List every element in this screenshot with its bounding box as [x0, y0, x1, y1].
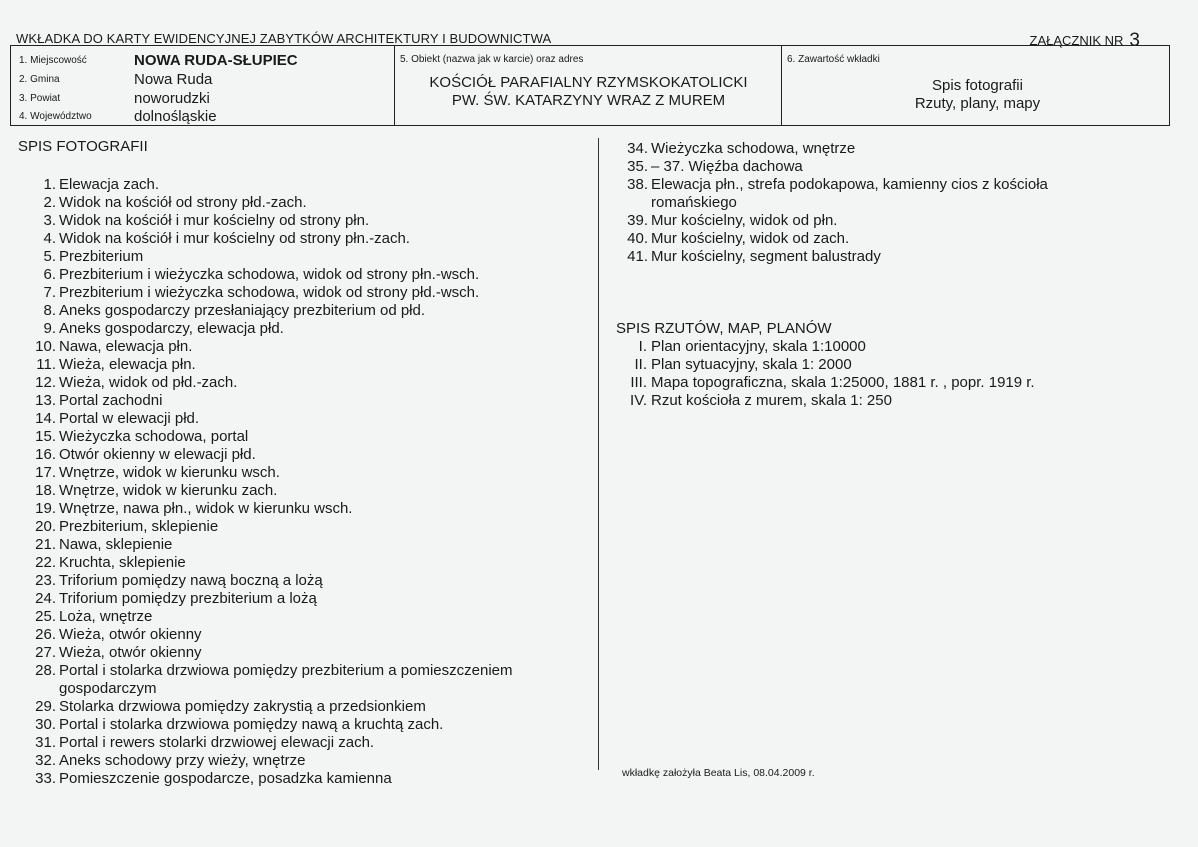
list-item-text: Mur kościelny, segment balustrady	[651, 248, 881, 265]
list-item-text: Nawa, elewacja płn.	[59, 338, 193, 355]
list-item	[28, 500, 588, 518]
list-item	[28, 536, 588, 554]
list-item-number: 38.	[627, 176, 648, 193]
list-item	[28, 176, 588, 194]
list-item-number: III.	[630, 374, 647, 391]
list-item	[28, 248, 588, 266]
plans-title: SPIS RZUTÓW, MAP, PLANÓW	[616, 320, 832, 337]
list-item-number: 5.	[43, 248, 56, 265]
contents-line: Spis fotografii	[932, 77, 1023, 94]
list-item-number: I.	[638, 338, 647, 355]
list-item-number: 22.	[35, 554, 56, 571]
list-item-text: Otwór okienny w elewacji płd.	[59, 446, 256, 463]
meta-divider	[394, 46, 395, 125]
list-item	[620, 374, 1160, 392]
list-item	[28, 644, 588, 662]
photos-list-continued	[620, 140, 1160, 266]
meta-value: dolnośląskie	[134, 108, 217, 125]
author-note: wkładkę założyła Beata Lis, 08.04.2009 r.	[622, 767, 815, 779]
document-title: WKŁADKA DO KARTY EWIDENCYJNEJ ZABYTKÓW ARCHITEKTURY I BUDOWNICTWA	[16, 31, 552, 46]
object-name	[396, 74, 781, 110]
list-item	[620, 176, 1121, 212]
list-item-text: Aneks gospodarczy, elewacja płd.	[59, 320, 284, 337]
list-item	[28, 356, 588, 374]
list-item-text: Portal i stolarka drzwiowa pomiędzy prezbiterium a pomieszczeniem gospodarczym	[59, 662, 513, 697]
list-item-text: Nawa, sklepienie	[59, 536, 173, 553]
list-item-number: 3.	[43, 212, 56, 229]
list-item-text: Mur kościelny, widok od płn.	[651, 212, 838, 229]
list-item	[620, 248, 1160, 266]
list-item-number: 16.	[35, 446, 56, 463]
list-item-number: 11.	[36, 356, 56, 373]
list-item-text: Widok na kościół i mur kościelny od strony płn.-zach.	[59, 230, 410, 247]
list-item	[28, 482, 588, 500]
list-item-number: 14.	[35, 410, 56, 427]
list-item	[28, 410, 588, 428]
list-item	[28, 626, 588, 644]
list-item-number: 32.	[35, 752, 56, 769]
list-item-number: 23.	[35, 572, 56, 589]
list-item-text: Aneks schodowy przy wieży, wnętrze	[59, 752, 306, 769]
list-item-text: Portal zachodni	[59, 392, 163, 409]
list-item-number: 19.	[35, 500, 56, 517]
list-item-text: Loża, wnętrze	[59, 608, 153, 625]
list-item-number: 40.	[627, 230, 648, 247]
list-item	[28, 554, 588, 572]
meta-label: 3. Powiat	[19, 93, 61, 104]
meta-value: Nowa Ruda	[134, 71, 213, 88]
list-item	[28, 518, 588, 536]
column-divider	[598, 138, 599, 770]
meta-row-county	[11, 88, 394, 106]
list-item	[28, 464, 588, 482]
list-item-number: 12.	[35, 374, 56, 391]
list-item-number: 30.	[35, 716, 56, 733]
list-item-text: Widok na kościół i mur kościelny od strony płn.	[59, 212, 370, 229]
list-item	[28, 734, 588, 752]
list-item	[28, 752, 588, 770]
meta-row-voivodeship	[11, 106, 394, 124]
list-item-number: IV.	[630, 392, 647, 409]
list-item	[28, 320, 588, 338]
list-item-number: 9.	[43, 320, 56, 337]
list-item-text: Kruchta, sklepienie	[59, 554, 186, 571]
list-item-number: 41.	[627, 248, 648, 265]
list-item-text: Plan sytuacyjny, skala 1: 2000	[651, 356, 852, 373]
contents-line: Rzuty, plany, mapy	[914, 95, 1041, 112]
list-item	[620, 356, 1160, 374]
list-item	[28, 194, 588, 212]
list-item-number: 28.	[35, 662, 56, 679]
list-item	[28, 284, 529, 302]
list-item-text: Wieża, otwór okienny	[59, 644, 202, 661]
list-item-text: Prezbiterium	[59, 248, 144, 265]
list-item-text: Mapa topograficzna, skala 1:25000, 1881 r. , popr. 1919 r.	[651, 374, 1035, 391]
list-item-text: Portal i stolarka drzwiowa pomiędzy nawą a kruchtą zach.	[59, 716, 444, 733]
meta-value: NOWA RUDA-SŁUPIEC	[134, 52, 298, 69]
list-item-text: Wieża, elewacja płn.	[59, 356, 196, 373]
list-item-number: 15.	[35, 428, 56, 445]
list-item	[28, 446, 588, 464]
list-item-text: Triforium pomiędzy nawą boczną a lożą	[59, 572, 323, 589]
meta-label: 2. Gmina	[19, 74, 60, 85]
list-item	[620, 392, 1160, 410]
object-name-line: KOŚCIÓŁ PARAFIALNY RZYMSKOKATOLICKI	[429, 74, 748, 91]
list-item-text: Prezbiterium, sklepienie	[59, 518, 219, 535]
list-item-number: 21.	[35, 536, 56, 553]
list-item-number: 24.	[35, 590, 56, 607]
list-item	[28, 392, 588, 410]
list-item-text: Elewacja zach.	[59, 176, 160, 193]
list-item-text: Wieża, otwór okienny	[59, 626, 202, 643]
list-item-number: 2.	[43, 194, 56, 211]
meta-divider	[781, 46, 782, 125]
meta-table	[10, 45, 1170, 126]
annex-number: 3	[1129, 30, 1140, 51]
list-item	[28, 212, 588, 230]
list-item-text: Aneks gospodarczy przesłaniający prezbiterium od płd.	[59, 302, 426, 319]
object-label: 5. Obiekt (nazwa jak w karcie) oraz adres	[400, 54, 584, 65]
list-item-number: 25.	[35, 608, 56, 625]
list-item	[28, 230, 588, 248]
annex-label-text: ZAŁĄCZNIK NR	[1029, 33, 1124, 48]
list-item	[28, 662, 529, 698]
list-item	[28, 572, 588, 590]
list-item-text: Widok na kościół od strony płd.-zach.	[59, 194, 307, 211]
list-item-number: II.	[634, 356, 647, 373]
list-item-text: Prezbiterium i wieżyczka schodowa, widok od strony płn.-wsch.	[59, 266, 480, 283]
photos-title: SPIS FOTOGRAFII	[18, 138, 148, 155]
list-item	[28, 590, 588, 608]
list-item-number: 26.	[35, 626, 56, 643]
list-item	[620, 158, 1160, 176]
list-item	[620, 140, 1160, 158]
meta-value: noworudzki	[134, 90, 210, 107]
list-item-text: Mur kościelny, widok od zach.	[651, 230, 850, 247]
photos-list	[28, 176, 588, 788]
list-item	[28, 608, 588, 626]
list-item-text: Wnętrze, widok w kierunku zach.	[59, 482, 278, 499]
list-item-number: 8.	[43, 302, 56, 319]
list-item	[28, 302, 588, 320]
list-item	[28, 374, 588, 392]
list-item-text: Wnętrze, nawa płn., widok w kierunku wsch.	[59, 500, 353, 517]
list-item-number: 13.	[35, 392, 56, 409]
list-item-number: 27.	[35, 644, 56, 661]
list-item-number: 18.	[35, 482, 56, 499]
list-item	[620, 338, 1160, 356]
list-item-text: Prezbiterium i wieżyczka schodowa, widok od strony płd.-wsch.	[59, 284, 480, 301]
contents-label: 6. Zawartość wkładki	[787, 54, 880, 65]
list-item-text: Portal w elewacji płd.	[59, 410, 200, 427]
list-item-text: Elewacja płn., strefa podokapowa, kamienny cios z kościoła romańskiego	[651, 176, 1048, 211]
list-item-text: Pomieszczenie gospodarcze, posadzka kamienna	[59, 770, 392, 787]
list-item-number: 17.	[35, 464, 56, 481]
list-item-text: – 37. Więźba dachowa	[651, 158, 803, 175]
list-item-text: Wnętrze, widok w kierunku wsch.	[59, 464, 280, 481]
list-item-number: 31.	[35, 734, 56, 751]
list-item-text: Rzut kościoła z murem, skala 1: 250	[651, 392, 892, 409]
list-item-text: Plan orientacyjny, skala 1:10000	[651, 338, 866, 355]
list-item-text: Wieża, widok od płd.-zach.	[59, 374, 238, 391]
list-item	[28, 266, 529, 284]
list-item-text: Triforium pomiędzy prezbiterium a lożą	[59, 590, 317, 607]
contents-list	[784, 77, 1171, 113]
plans-list	[620, 338, 1160, 410]
list-item	[28, 770, 588, 788]
list-item	[28, 428, 588, 446]
object-name-line: PW. ŚW. KATARZYNY WRAZ Z MUREM	[451, 92, 726, 109]
meta-label: 4. Województwo	[19, 111, 92, 122]
meta-row-locality	[11, 50, 394, 68]
list-item-number: 39.	[627, 212, 648, 229]
list-item-number: 34.	[627, 140, 648, 157]
list-item-number: 33.	[35, 770, 56, 787]
list-item-number: 35.	[627, 158, 648, 175]
list-item-number: 20.	[35, 518, 56, 535]
list-item	[28, 698, 588, 716]
list-item-number: 6.	[43, 266, 56, 283]
list-item	[620, 212, 1160, 230]
list-item-number: 29.	[35, 698, 56, 715]
list-item-text: Portal i rewers stolarki drzwiowej elewacji zach.	[59, 734, 375, 751]
list-item-number: 7.	[43, 284, 56, 301]
list-item-text: Stolarka drzwiowa pomiędzy zakrystią a przedsionkiem	[59, 698, 426, 715]
meta-label: 1. Miejscowość	[19, 55, 87, 66]
list-item	[28, 716, 588, 734]
list-item	[620, 230, 1160, 248]
list-item-number: 4.	[43, 230, 56, 247]
list-item-number: 1.	[43, 176, 56, 193]
meta-row-commune	[11, 69, 394, 87]
list-item-text: Wieżyczka schodowa, portal	[59, 428, 249, 445]
list-item	[28, 338, 588, 356]
list-item-text: Wieżyczka schodowa, wnętrze	[651, 140, 856, 157]
list-item-number: 10.	[35, 338, 56, 355]
